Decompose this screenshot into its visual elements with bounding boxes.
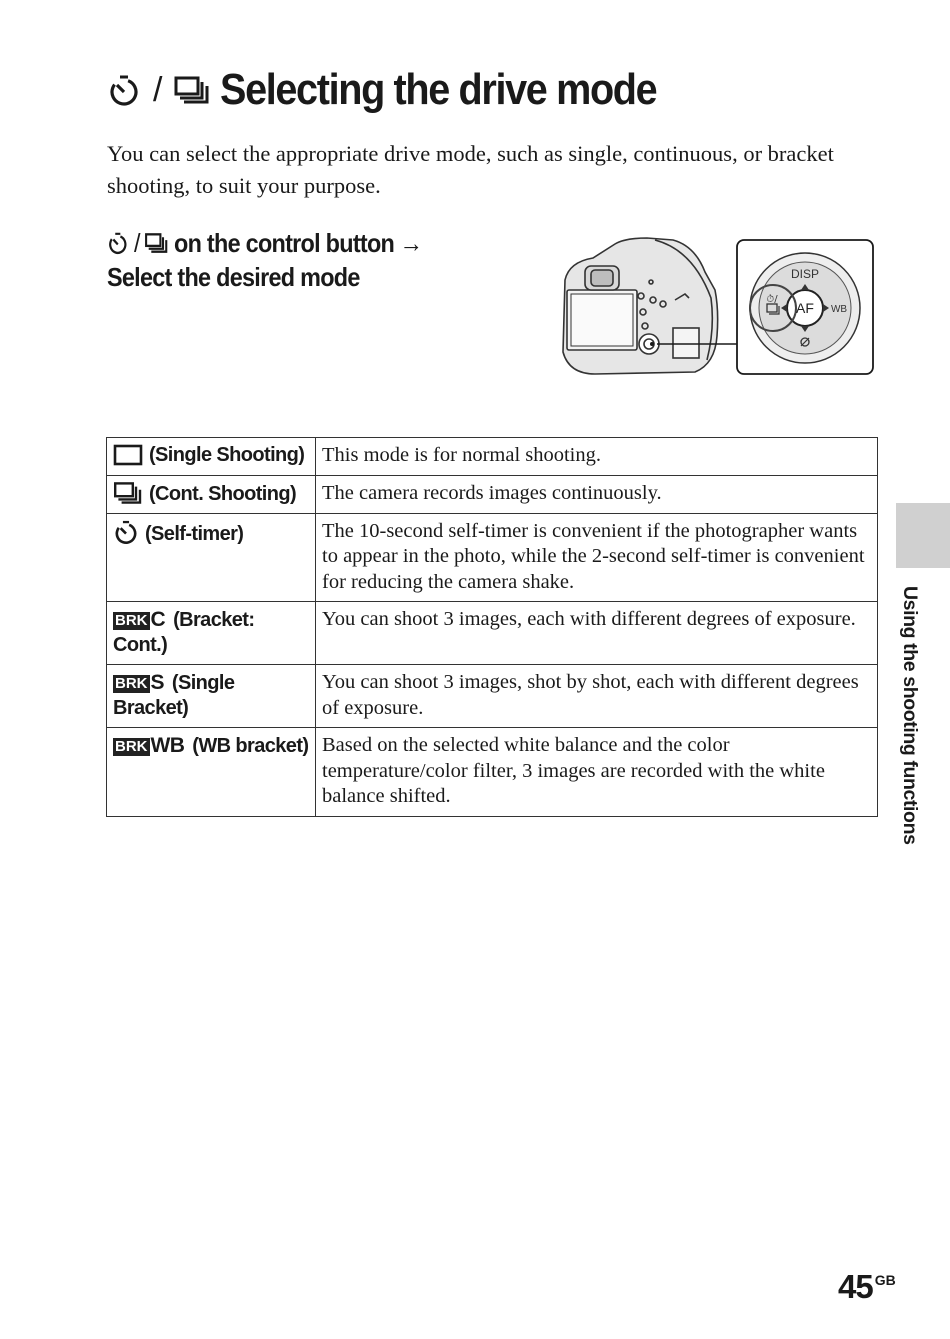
brk-suffix: C (150, 608, 166, 631)
mode-label: (Single Bracket) (113, 672, 235, 719)
page-number-value: 45 (838, 1268, 873, 1305)
mode-label: (Single Shooting) (149, 444, 305, 466)
mode-description: You can shoot 3 images, each with different degrees of exposure. (316, 602, 878, 665)
self-timer-icon (113, 519, 139, 545)
af-label: AF (796, 300, 814, 316)
procedure-line-2: Select the desired mode (107, 262, 360, 292)
mode-cell (107, 513, 316, 602)
table-row (107, 665, 878, 728)
continuous-frames-icon (174, 75, 210, 105)
brk-suffix: S (150, 671, 164, 694)
continuous-frames-icon (113, 481, 143, 505)
mode-description: Based on the selected white balance and the color temperature/color filter, 3 images are recorded with the white balance shifted. (316, 728, 878, 817)
table-row (107, 513, 878, 602)
disp-label: DISP (790, 267, 820, 281)
wb-label: WB (830, 304, 848, 315)
camera-illustration (555, 232, 877, 385)
procedure-separator: / (134, 228, 140, 258)
mode-description: The camera records images continuously. (316, 475, 878, 513)
self-timer-icon (107, 73, 141, 107)
procedure-line-1 (107, 226, 503, 260)
page-number (838, 1268, 896, 1306)
arrow-icon: → (399, 228, 423, 258)
mode-description: The 10-second self-timer is convenient if the photographer wants to appear in the photo, while the 2-second self-timer is convenient for reducing the camera shake. (316, 513, 878, 602)
mode-label: (Self-timer) (145, 522, 244, 545)
mode-cell (107, 475, 316, 513)
section-tab (896, 503, 950, 568)
continuous-frames-icon (145, 232, 168, 254)
camera-body (563, 238, 718, 374)
timer-label: ⏱/ (766, 294, 778, 305)
mode-description: This mode is for normal shooting. (316, 438, 878, 476)
procedure-step (107, 226, 503, 294)
mode-label: (WB bracket) (192, 735, 309, 757)
brk-icon: BRK (115, 675, 148, 692)
mode-description: You can shoot 3 images, shot by shot, each with different degrees of exposure. (316, 665, 878, 728)
table-row (107, 728, 878, 817)
table-row (107, 475, 878, 513)
title-separator: / (153, 70, 163, 109)
mode-cell (107, 665, 316, 728)
page-number-suffix: GB (874, 1272, 896, 1288)
self-timer-icon (107, 231, 129, 255)
table-row (107, 438, 878, 476)
mode-cell (107, 728, 316, 817)
page-title-text: Selecting the drive mode (220, 65, 657, 114)
brk-icon: BRK (115, 612, 148, 629)
procedure-line-1-text: on the control button (173, 228, 395, 258)
table-row (107, 602, 878, 665)
mode-label: (Bracket: Cont.) (113, 609, 255, 656)
brk-icon: BRK (115, 738, 148, 755)
mode-cell (107, 438, 316, 476)
drive-mode-table (106, 437, 878, 817)
page-title (107, 62, 705, 118)
section-tab-label: Using the shooting functions (899, 586, 921, 845)
brk-suffix: WB (150, 734, 185, 757)
intro-text: You can select the appropriate drive mode, such as single, continuous, or bracket shooting, to suit your purpose. (107, 141, 834, 198)
mode-cell (107, 602, 316, 665)
single-frame-icon (113, 444, 143, 466)
mode-label: (Cont. Shooting) (149, 482, 297, 505)
